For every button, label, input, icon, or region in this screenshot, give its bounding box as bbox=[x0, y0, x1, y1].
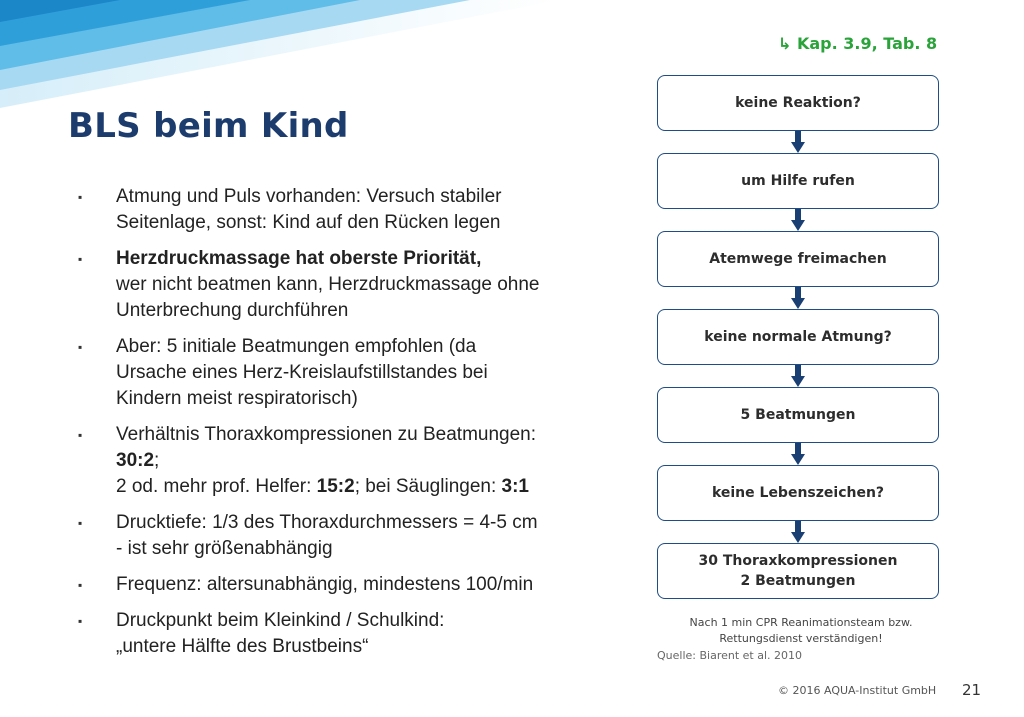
flowchart-step bbox=[657, 309, 939, 365]
bullet-text: Frequenz: altersunabhängig, mindestens 100/min bbox=[116, 574, 534, 595]
bullet-item bbox=[78, 184, 608, 236]
flowchart-step-label: 5 Beatmungen bbox=[740, 407, 856, 423]
bullet-text: 2 od. mehr prof. Helfer: bbox=[116, 476, 317, 497]
down-arrow-icon bbox=[791, 443, 805, 465]
bullet-item bbox=[78, 422, 608, 500]
slide-title: BLS beim Kind bbox=[68, 106, 349, 146]
down-arrow-icon bbox=[791, 209, 805, 231]
flowchart-step-label: keine Lebenszeichen? bbox=[711, 485, 885, 501]
flowchart-step-label: um Hilfe rufen bbox=[741, 173, 855, 189]
bullet-line bbox=[116, 572, 608, 598]
bullet-line bbox=[116, 210, 608, 236]
bullet-line bbox=[116, 634, 608, 660]
bullet-line bbox=[116, 360, 608, 386]
flowchart-step bbox=[657, 465, 939, 521]
bullet-text: Ursache eines Herz-Kreislaufstillstandes bei bbox=[116, 362, 488, 383]
flowchart-step-label: keine normale Atmung? bbox=[704, 329, 892, 345]
bullet-line bbox=[116, 334, 608, 360]
down-arrow-icon bbox=[791, 521, 805, 543]
bullet-text: „untere Hälfte des Brustbeins“ bbox=[116, 636, 369, 657]
flowchart-step bbox=[657, 387, 939, 443]
bullet-line bbox=[116, 246, 608, 272]
down-arrow-icon bbox=[791, 131, 805, 153]
bullet-item bbox=[78, 246, 608, 324]
bullet-text: 15:2 bbox=[316, 476, 355, 497]
bullet-line bbox=[116, 422, 608, 448]
bullet-text: Verhältnis Thoraxkompressionen zu Beatmungen: bbox=[116, 424, 537, 445]
bullet-line bbox=[116, 184, 608, 210]
flowchart-step bbox=[657, 153, 939, 209]
bullet-line bbox=[116, 536, 608, 562]
bullet-marker-icon: ▪ bbox=[78, 516, 83, 530]
bullet-marker-icon: ▪ bbox=[78, 340, 83, 354]
page-number: 21 bbox=[962, 681, 982, 699]
bullet-text: Drucktiefe: 1/3 des Thoraxdurchmessers = 4-5 cm bbox=[116, 512, 538, 533]
bullet-text: Kindern meist respiratorisch) bbox=[116, 388, 358, 409]
bullet-line bbox=[116, 474, 608, 500]
bullet-text: Herzdruckmassage hat oberste Priorität, bbox=[116, 248, 482, 269]
flowchart-step bbox=[657, 543, 939, 599]
bullet-text: wer nicht beatmen kann, Herzdruckmassage ohne bbox=[116, 274, 540, 295]
bullet-text: ; bbox=[154, 450, 160, 471]
bullet-marker-icon: ▪ bbox=[78, 252, 83, 266]
bullet-line bbox=[116, 608, 608, 634]
bullet-marker-icon: ▪ bbox=[78, 428, 83, 442]
flowchart-step-label: 30 Thoraxkompressionen 2 Beatmungen bbox=[698, 553, 898, 589]
flowchart-note-line: Rettungsdienst verständigen! bbox=[719, 632, 883, 645]
flowchart-note-line: Nach 1 min CPR Reanimationsteam bzw. bbox=[689, 616, 913, 629]
bullet-text: - ist sehr größenabhängig bbox=[116, 538, 333, 559]
bullet-marker-icon: ▪ bbox=[78, 190, 83, 204]
copyright-footer: © 2016 AQUA-Institut GmbH bbox=[778, 684, 937, 697]
bullet-item bbox=[78, 608, 608, 660]
flowchart-step bbox=[657, 75, 939, 131]
bullet-line bbox=[116, 510, 608, 536]
bullet-text: Atmung und Puls vorhanden: Versuch stabiler bbox=[116, 186, 502, 207]
flowchart-step bbox=[657, 231, 939, 287]
bullet-text: 3:1 bbox=[501, 476, 529, 497]
bullet-item bbox=[78, 510, 608, 562]
bullet-list bbox=[78, 184, 608, 670]
down-arrow-icon bbox=[791, 365, 805, 387]
chapter-reference: ↳ Kap. 3.9, Tab. 8 bbox=[778, 34, 938, 53]
flowchart-step-label: keine Reaktion? bbox=[735, 95, 861, 111]
bullet-item bbox=[78, 334, 608, 412]
bullet-item bbox=[78, 572, 608, 598]
bullet-line bbox=[116, 298, 608, 324]
bullet-text: Druckpunkt beim Kleinkind / Schulkind: bbox=[116, 610, 445, 631]
bullet-text: 30:2 bbox=[116, 450, 155, 471]
bullet-marker-icon: ▪ bbox=[78, 578, 83, 592]
bullet-text: Unterbrechung durchführen bbox=[116, 300, 349, 321]
bullet-line bbox=[116, 272, 608, 298]
bullet-text: Seitenlage, sonst: Kind auf den Rücken legen bbox=[116, 212, 501, 233]
flowchart-step-label: Atemwege freimachen bbox=[709, 251, 887, 267]
bullet-line bbox=[116, 448, 608, 474]
bullet-line bbox=[116, 386, 608, 412]
bullet-marker-icon: ▪ bbox=[78, 614, 83, 628]
flowchart-note bbox=[660, 615, 942, 647]
down-arrow-icon bbox=[791, 287, 805, 309]
bullet-text: Aber: 5 initiale Beatmungen empfohlen (da bbox=[116, 336, 477, 357]
source-citation: Quelle: Biarent et al. 2010 bbox=[657, 649, 803, 662]
bullet-text: ; bei Säuglingen: bbox=[354, 476, 502, 497]
